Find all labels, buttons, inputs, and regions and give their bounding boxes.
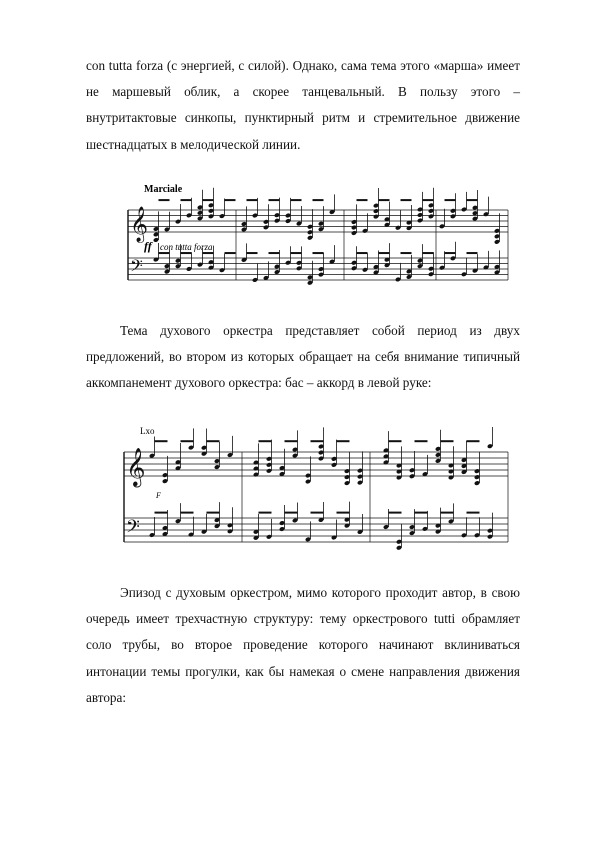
paragraph-brass-theme: Тема духового оркестра представляет собой период из двух предложений, во втором из которых обращает на себя внимание типичный аккомпанемент духового оркестра: бас – аккорд в левой руке: <box>86 323 520 391</box>
bass-clef-icon: 𝄢 <box>126 517 140 542</box>
treble-clef-icon: 𝄞 <box>126 447 146 486</box>
tempo-marking: Marciale <box>144 184 183 195</box>
dynamic-marking-2: F <box>156 491 161 500</box>
paragraph-intro: con tutta forza (с энергией, с силой). Однако, сама тема этого «марша» имеет не маршевый облик, а скорее танцевальный. В пользу этого – внутритактовые синкопы, пунктирный ритм и стремительное движение шестнадцатых в мелодической линии. <box>86 58 520 152</box>
octave-marking: Lxo <box>140 426 155 436</box>
music-example-marciale <box>118 180 518 292</box>
expression-marking: con tutta forza <box>160 242 213 252</box>
bass-clef-icon: 𝄢 <box>130 256 143 280</box>
music-example-brass <box>118 424 518 554</box>
treble-clef-icon: 𝄞 <box>130 207 148 242</box>
paragraph-episode: Эпизод с духовым оркестром, мимо которого проходит автор, в свою очередь имеет трехчастную структуру: тему оркестрового tutti обрамляет соло трубы, во второе проведение которого начинают вклиниваться интонации темы прогулки, как бы намекая о смене направления движения автора: <box>86 585 520 705</box>
dynamic-marking: ff <box>144 239 152 253</box>
